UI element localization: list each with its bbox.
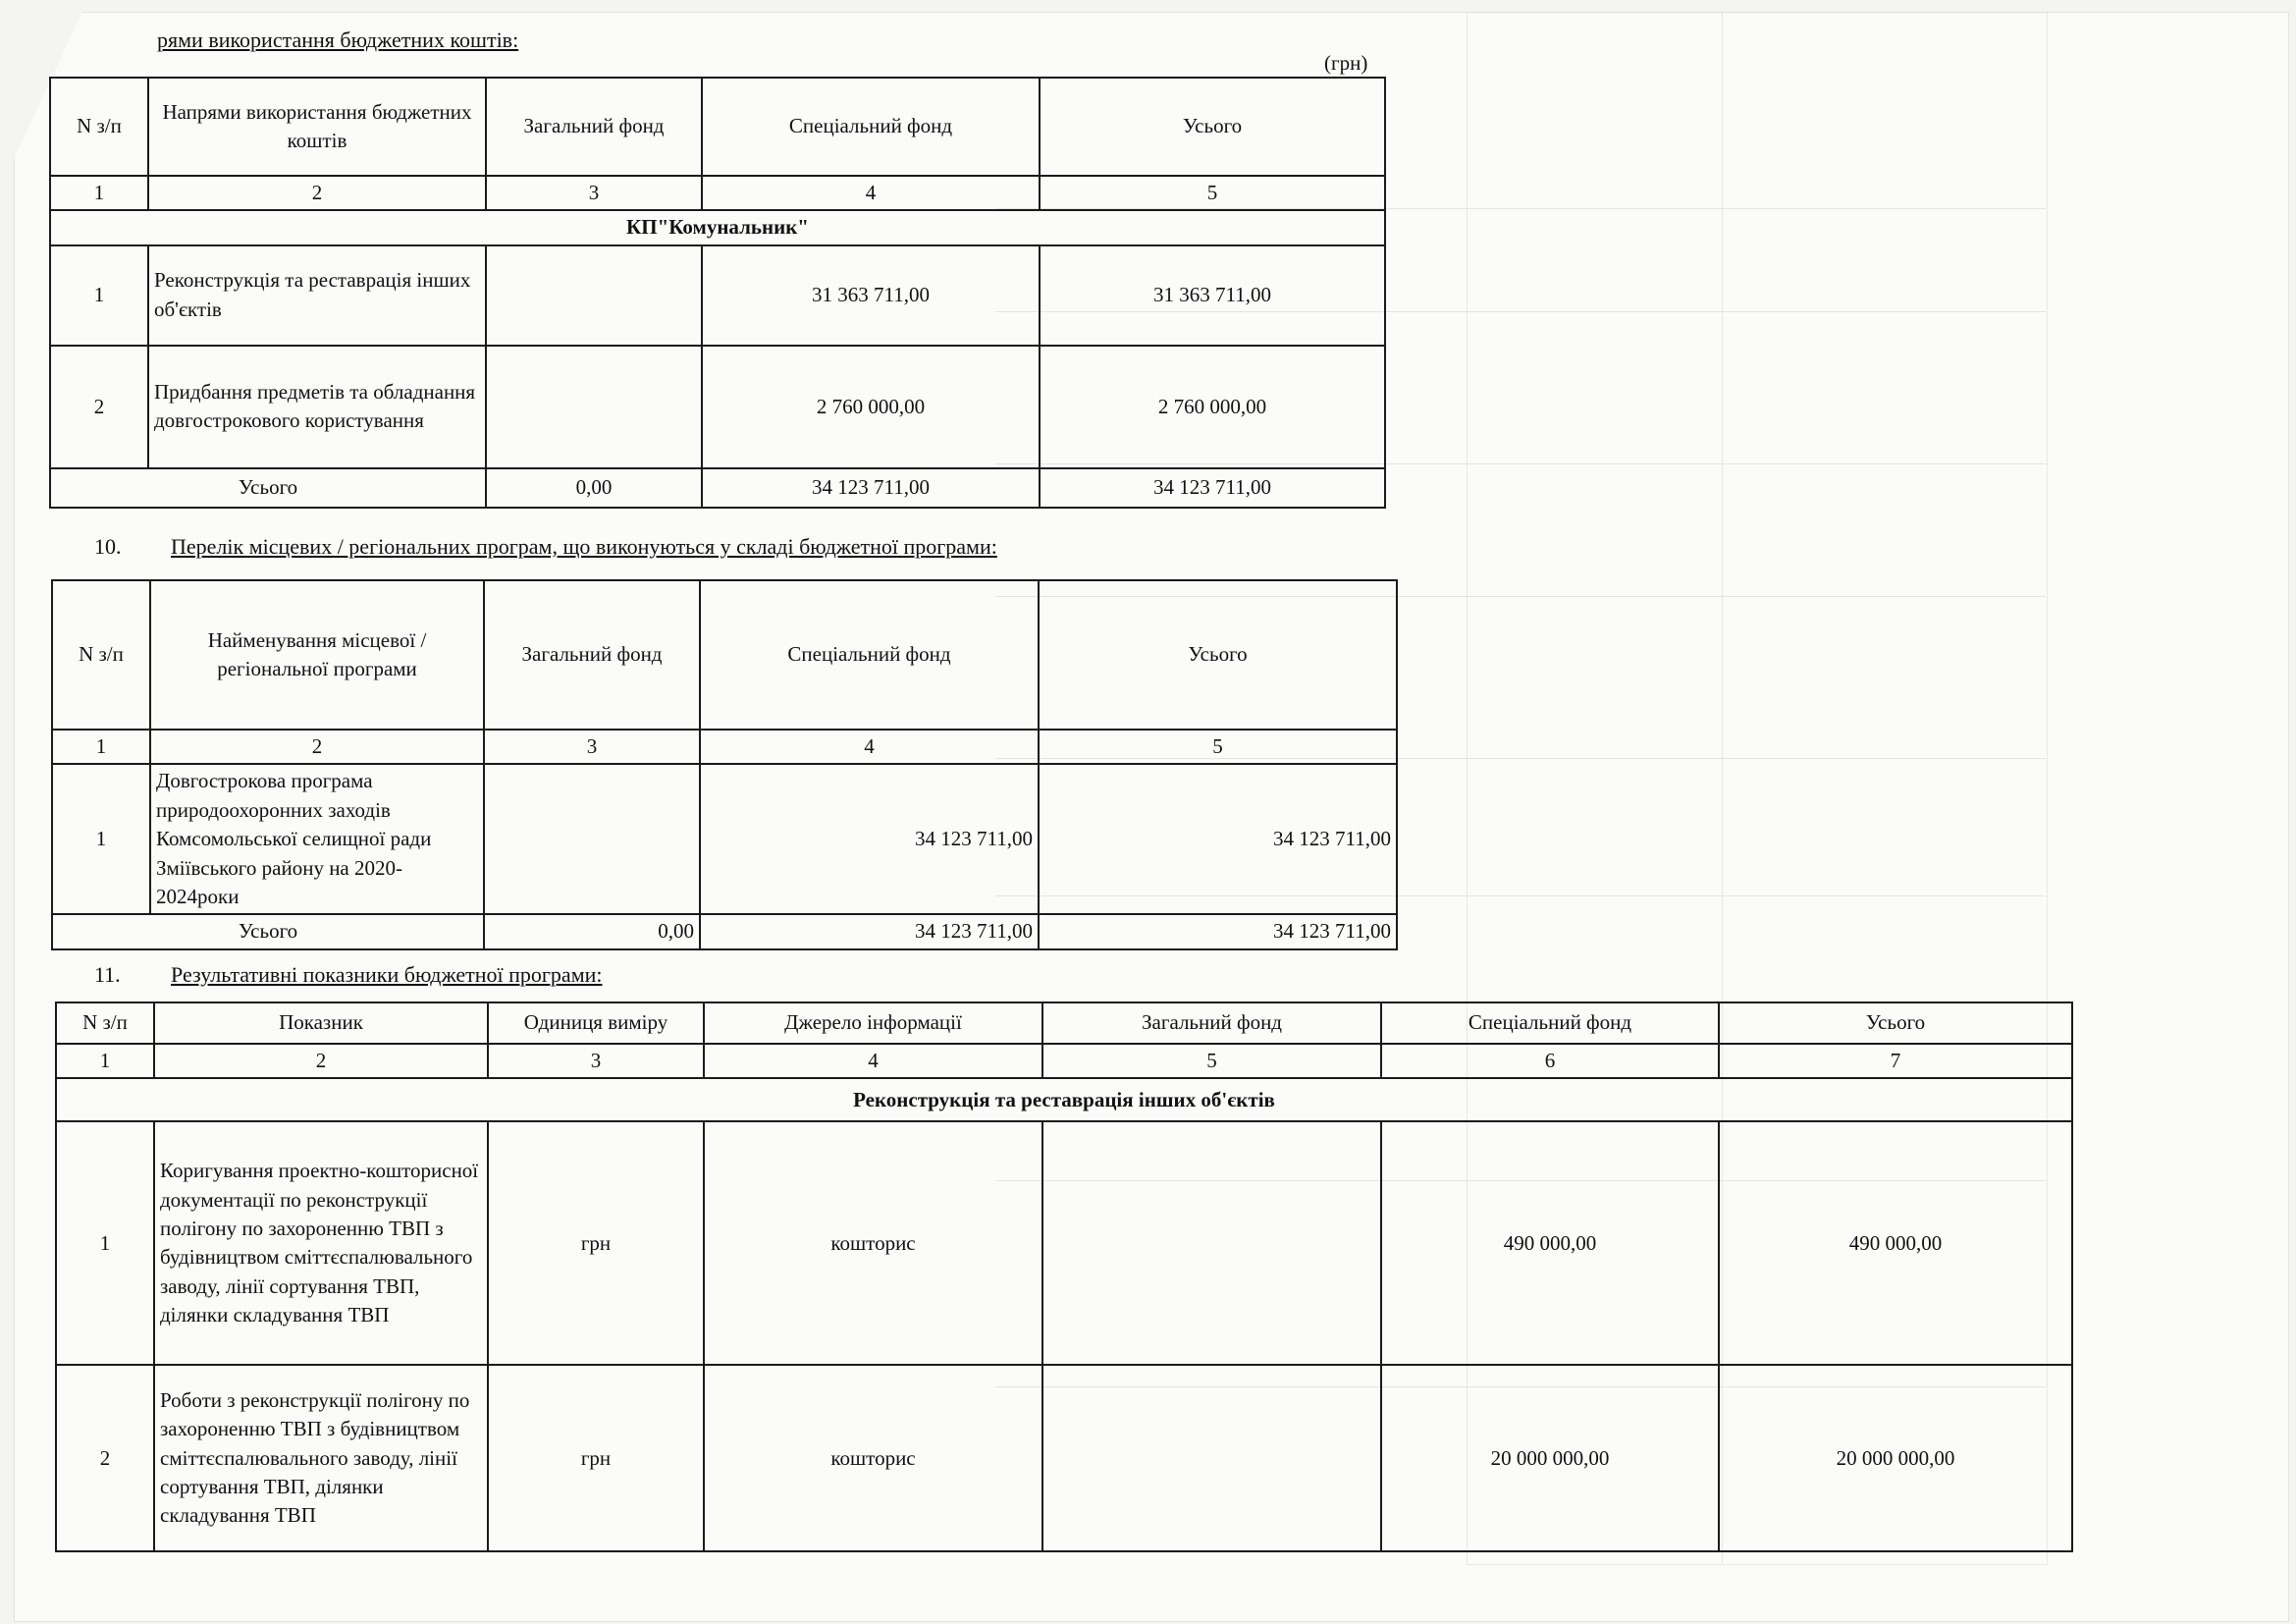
- column-header: Усього: [1719, 1002, 2072, 1044]
- column-header: Спеціальний фонд: [702, 78, 1040, 176]
- column-number: 2: [154, 1044, 488, 1078]
- table-header-row: [52, 580, 1397, 730]
- performance-indicators-table: [55, 1001, 2073, 1552]
- group-title: КП"Комунальник": [50, 210, 1385, 244]
- row-special-fund: 31 363 711,00: [702, 245, 1040, 346]
- row-unit: грн: [488, 1365, 704, 1551]
- column-header: Загальний фонд: [1042, 1002, 1381, 1044]
- table-row: [50, 346, 1385, 468]
- row-special-fund: 34 123 711,00: [700, 764, 1039, 914]
- column-header: Одиниця виміру: [488, 1002, 704, 1044]
- row-total: 2 760 000,00: [1040, 346, 1385, 468]
- total-general-fund: 0,00: [484, 914, 700, 948]
- table-header-row: [50, 78, 1385, 176]
- column-header: Найменування місцевої / регіональної програми: [150, 580, 484, 730]
- section-10-number: 10.: [94, 534, 122, 559]
- column-number-row: [56, 1044, 2072, 1078]
- table-row: [50, 245, 1385, 346]
- total-special-fund: 34 123 711,00: [700, 914, 1039, 948]
- column-number: 3: [488, 1044, 704, 1078]
- column-header: Спеціальний фонд: [700, 580, 1039, 730]
- row-number: 2: [56, 1365, 154, 1551]
- row-number: 2: [50, 346, 148, 468]
- column-header: Загальний фонд: [486, 78, 702, 176]
- column-number: 6: [1381, 1044, 1719, 1078]
- column-number-row: [52, 730, 1397, 764]
- total-general-fund: 0,00: [486, 468, 702, 508]
- section-11-heading-text: Результативні показники бюджетної програми:: [171, 962, 603, 987]
- column-number: 5: [1042, 1044, 1381, 1078]
- group-row: [56, 1078, 2072, 1121]
- table-row: [52, 764, 1397, 914]
- column-number: 4: [700, 730, 1039, 764]
- row-number: 1: [56, 1121, 154, 1365]
- section-10-heading: [94, 534, 997, 560]
- column-number: 3: [486, 176, 702, 210]
- currency-unit: (грн): [1324, 51, 1368, 75]
- column-header: Усього: [1040, 78, 1385, 176]
- column-header: Усього: [1039, 580, 1397, 730]
- row-direction: Придбання предметів та обладнання довгострокового користування: [148, 346, 486, 468]
- row-unit: грн: [488, 1121, 704, 1365]
- row-indicator: Коригування проектно-кошторисної документації по реконструкції полігону по захороненню ТВП з будівництвом сміттєспалювального заводу, лінії сортування ТВП, ділянки складування ТВП: [154, 1121, 488, 1365]
- total-label: Усього: [52, 914, 484, 948]
- row-total: 31 363 711,00: [1040, 245, 1385, 346]
- column-number: 2: [150, 730, 484, 764]
- column-number: 4: [702, 176, 1040, 210]
- total-special-fund: 34 123 711,00: [702, 468, 1040, 508]
- row-special-fund: 20 000 000,00: [1381, 1365, 1719, 1551]
- column-number: 2: [148, 176, 486, 210]
- table-header-row: [56, 1002, 2072, 1044]
- section-10-heading-text: Перелік місцевих / регіональних програм, що виконуються у складі бюджетної програми:: [171, 534, 997, 559]
- column-header: N з/п: [56, 1002, 154, 1044]
- row-total: 20 000 000,00: [1719, 1365, 2072, 1551]
- table-row: [56, 1121, 2072, 1365]
- column-number-row: [50, 176, 1385, 210]
- row-special-fund: 490 000,00: [1381, 1121, 1719, 1365]
- document-page: [14, 12, 2289, 1622]
- column-number: 3: [484, 730, 700, 764]
- total-label: Усього: [50, 468, 486, 508]
- group-row: [50, 210, 1385, 244]
- row-direction: Реконструкція та реставрація інших об'єктів: [148, 245, 486, 346]
- column-header: Спеціальний фонд: [1381, 1002, 1719, 1044]
- column-header: N з/п: [50, 78, 148, 176]
- row-number: 1: [52, 764, 150, 914]
- column-header: Показник: [154, 1002, 488, 1044]
- row-program-name: Довгострокова програма природоохоронних заходів Комсомольської селищної ради Зміївського району на 2020-2024роки: [150, 764, 484, 914]
- row-total: 490 000,00: [1719, 1121, 2072, 1365]
- row-general-fund: [484, 764, 700, 914]
- total-row: [50, 468, 1385, 508]
- row-source: кошторис: [704, 1121, 1042, 1365]
- column-number: 1: [56, 1044, 154, 1078]
- group-title: Реконструкція та реставрація інших об'єктів: [56, 1078, 2072, 1121]
- section-9-heading-text: рями використання бюджетних коштів:: [157, 27, 519, 52]
- total-amount: 34 123 711,00: [1039, 914, 1397, 948]
- row-total: 34 123 711,00: [1039, 764, 1397, 914]
- section-11-number: 11.: [94, 962, 121, 987]
- row-general-fund: [486, 245, 702, 346]
- column-number: 1: [52, 730, 150, 764]
- total-row: [52, 914, 1397, 948]
- column-number: 5: [1040, 176, 1385, 210]
- row-number: 1: [50, 245, 148, 346]
- row-general-fund: [1042, 1121, 1381, 1365]
- section-9-heading: [157, 27, 518, 53]
- column-number: 1: [50, 176, 148, 210]
- column-header: Загальний фонд: [484, 580, 700, 730]
- column-number: 4: [704, 1044, 1042, 1078]
- section-11-heading: [94, 962, 603, 988]
- column-number: 5: [1039, 730, 1397, 764]
- column-number: 7: [1719, 1044, 2072, 1078]
- column-header: Напрями використання бюджетних коштів: [148, 78, 486, 176]
- row-indicator: Роботи з реконструкції полігону по захороненню ТВП з будівництвом сміттєспалювального заводу, лінії сортування ТВП, ділянки складування ТВП: [154, 1365, 488, 1551]
- programs-table: [51, 579, 1398, 950]
- table-row: [56, 1365, 2072, 1551]
- row-general-fund: [1042, 1365, 1381, 1551]
- row-source: кошторис: [704, 1365, 1042, 1551]
- column-header: Джерело інформації: [704, 1002, 1042, 1044]
- budget-directions-table: [49, 77, 1386, 509]
- column-header: N з/п: [52, 580, 150, 730]
- row-general-fund: [486, 346, 702, 468]
- total-amount: 34 123 711,00: [1040, 468, 1385, 508]
- row-special-fund: 2 760 000,00: [702, 346, 1040, 468]
